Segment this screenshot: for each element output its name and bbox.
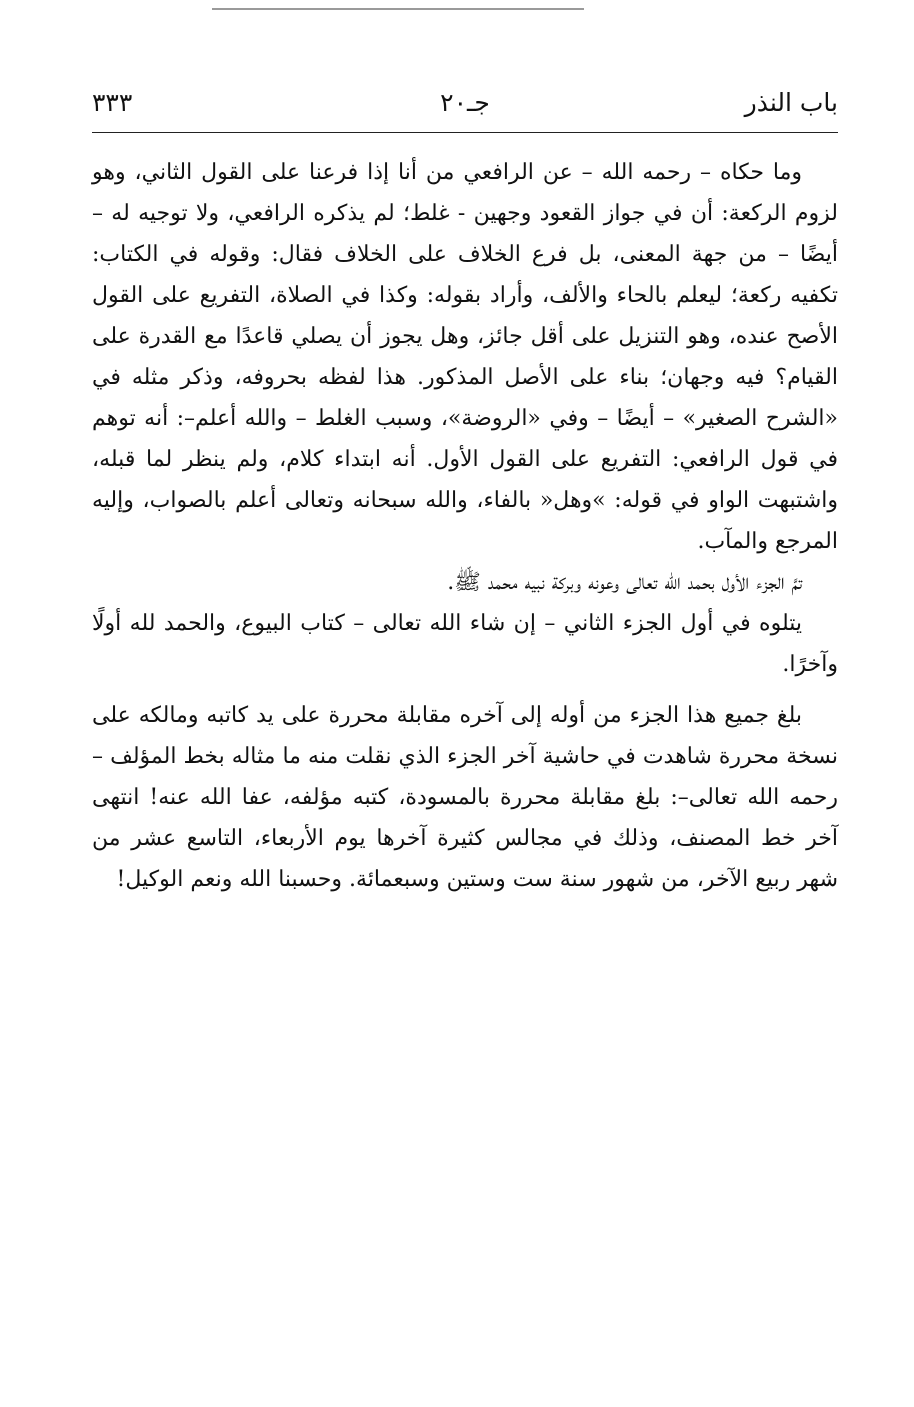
running-header bbox=[92, 86, 838, 126]
top-decorative-rule bbox=[212, 8, 584, 10]
main-paragraph: وما حكاه – رحمه الله – عن الرافعي من أنا إذا فرعنا على القول الثاني، وهو لزوم الركعة: أن في جواز القعود وجهين - غلط؛ لم يذكره الرافعي، ولا توجيه له – أيضًا – من جهة المعنى، بل فرع الخلاف على الخلاف فقال: وقوله في الكتاب: تكفيه ركعة؛ ليعلم بالحاء والألف، وأراد بقوله: وكذا في الصلاة، التفريع على القول الأصح عنده، وهو التنزيل على أقل جائز، وهل يجوز أن يصلي قاعدًا مع القدرة على القيام؟ فيه وجهان؛ بناء على الأصل المذكور. هذا لفظه بحروفه، وذكر مثله في «الشرح الصغير» – أيضًا – وفي «الروضة»، وسبب الغلط – والله أعلم–: أنه توهم في قول الرافعي: التفريع على القول الأول. أنه ابتداء كلام، ولم ينظر لما قبله، واشتبهت الواو في قوله: »وهل« بالفاء، والله سبحانه وتعالى أعلم بالصواب، وإليه المرجع والمآب. bbox=[92, 160, 838, 554]
page-number: ٣٣٣ bbox=[92, 88, 133, 117]
volume-number: جـ٢٠ bbox=[440, 88, 490, 117]
page-body bbox=[92, 152, 838, 900]
next-volume-note: يتلوه في أول الجزء الثاني – إن شاء الله تعالى – كتاب البيوع، والحمد لله أولًا وآخرًا. bbox=[92, 611, 838, 677]
chapter-title: باب النذر bbox=[744, 88, 838, 117]
volume-end-note: تمَّ الجزء الأول بحمد الله تعالى وعونه وبركة نبيه محمد ﷺ. bbox=[447, 570, 802, 595]
colophon-paragraph: بلغ جميع هذا الجزء من أوله إلى آخره مقابلة محررة على يد كاتبه ومالكه على نسخة محررة شاهدت في حاشية آخر الجزء الذي نقلت منه ما مثاله بخط المؤلف – رحمه الله تعالى–: بلغ مقابلة محررة بالمسودة، كتبه مؤلفه، عفا الله عنه! انتهى آخر خط المصنف، وذلك في مجالس كثيرة آخرها يوم الأربعاء، التاسع عشر من شهر ربيع الآخر، من شهور سنة ست وستين وسبعمائة. وحسبنا الله ونعم الوكيل! bbox=[92, 703, 838, 892]
header-rule bbox=[92, 132, 838, 133]
